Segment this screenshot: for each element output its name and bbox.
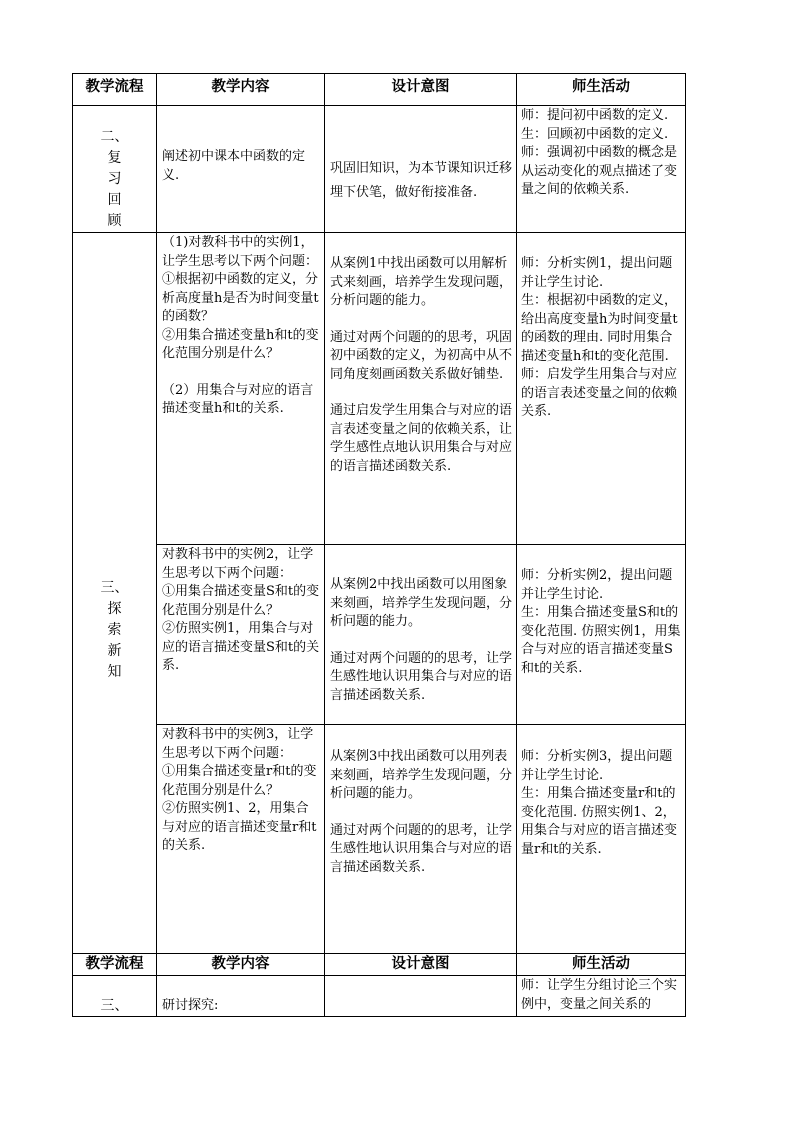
header-activity-2: 师生活动 <box>572 955 630 972</box>
header-stage-2: 教学流程 <box>85 955 144 972</box>
header-intent-2: 设计意图 <box>391 955 450 972</box>
header-intent: 设计意图 <box>391 78 450 95</box>
case3-intent: 从案例3中找出函数可以用列表来刻画，培养学生发现问题，分析问题的能力。 通过对两个问题的的思考，让学生感性地认识用集合与对应的语言描述函数关系. <box>330 749 512 875</box>
case2-intent: 从案例2中找出函数可以用图象来刻画，培养学生发现问题，分析问题的能力。 通过对两个问题的的思考，让学生感性地认识用集合与对应的语言描述函数关系. <box>330 577 512 703</box>
header-stage: 教学流程 <box>85 78 144 95</box>
review-content: 阐述初中课本中函数的定义. <box>162 149 306 183</box>
header-content: 教学内容 <box>211 78 270 95</box>
review-stage: 二、 复 习 回 顾 <box>100 129 129 229</box>
case3-content: 对教科书中的实例3，让学生思考以下两个问题： ①用集合描述变量r和t的变化范围分别是什么？ ②仿照实例1、2，用集合与对应的语言描述变量r和t的关系. <box>162 727 317 853</box>
case2-activity: 师：分析实例2，提出问题并让学生讨论. 生：用集合描述变量S和t的变化范围. 仿照实例1，用集合与对应的语言描述变量S和t的关系. <box>521 568 681 676</box>
case1-intent: 从案例1中找出函数可以用解析式来刻画，培养学生发现问题，分析问题的能力。 通过对两个问题的的思考，巩固初中函数的定义，为初高中从不同角度刻画函数关系做好铺垫. 通过启发学生用集合与对应的语言表述变量之间的依赖关系，让学生感性点地认识用集合与对应的语言描述函数关系. <box>330 256 512 474</box>
next-content: 研讨探究: <box>162 998 219 1013</box>
review-activity: 师：提问初中函数的定义. 生：回顾初中函数的定义. 师：强调初中函数的概念是从运动变化的观点描述了变量之间的依赖关系. <box>521 108 678 197</box>
next-stage: 三、 <box>100 998 129 1014</box>
case1-content: （1)对教科书中的实例1，让学生思考以下两个问题： ①根据初中函数的定义，分析高度量h是否为时间变量t的函数？ ②用集合描述变量h和t的变化范围分别是什么？ （2）用集合与对应的语言描述变量h和t的关系. <box>162 235 319 416</box>
case1-activity: 师：分析实例1，提出问题并让学生讨论. 生：根据初中函数的定义，给出高度变量h为时间变量t的函数的理由. 同时用集合描述变量h和t的变化范围. 师：启发学生用集合与对应的语言表述变量之间的依赖关系. <box>521 256 678 419</box>
header-content-2: 教学内容 <box>211 955 270 972</box>
explore-stage: 三、 探 索 新 知 <box>100 580 129 680</box>
header-activity: 师生活动 <box>572 78 630 95</box>
review-intent: 巩固旧知识，为本节课知识迁移埋下伏笔，做好衔接准备. <box>330 161 512 200</box>
case3-activity: 师：分析实例3，提出问题并让学生讨论. 生：用集合描述变量r和t的变化范围. 仿照实例1、2，用集合与对应的语言描述变量r和t的关系. <box>521 749 678 857</box>
case2-content: 对教科书中的实例2，让学生思考以下两个问题： ①用集合描述变量S和t的变化范围分别是什么？ ②仿照实例1，用集合与对应的语言描述变量S和t的关系. <box>162 547 320 673</box>
next-activity: 师：让学生分组讨论三个实例中，变量之间关系的 <box>521 978 678 1012</box>
